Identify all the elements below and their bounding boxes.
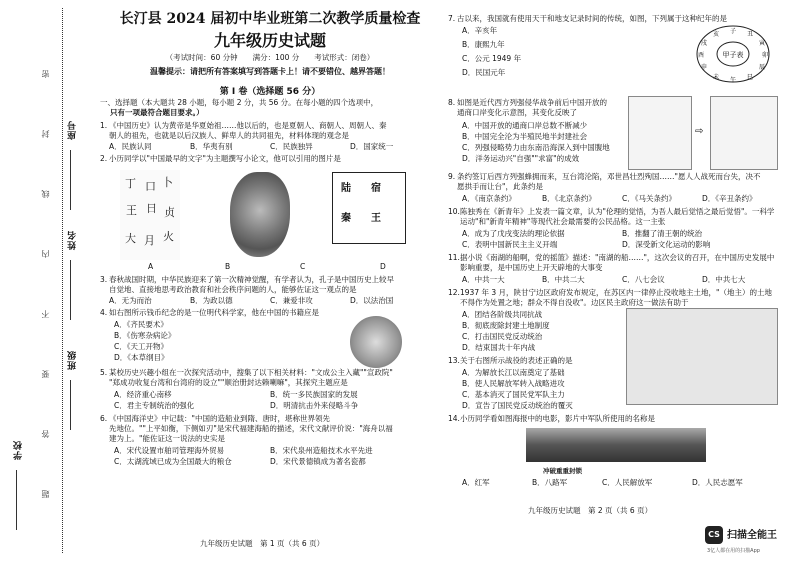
option: B．宋代泉州造船技术水平先进 [270, 446, 373, 455]
question-text: 愿拱手而让台"，此条约是 [457, 182, 543, 191]
option: D．结束国共十年内战 [462, 343, 536, 352]
option: A．为解放长江以南奠定了基础 [462, 368, 565, 377]
option: C．八七会议 [622, 275, 665, 284]
seal-word: 内 [41, 250, 50, 258]
option: B．使人民解放军转入战略进攻 [462, 379, 565, 388]
option: A．《齐民要术》 [114, 320, 168, 329]
option: D．国家统一 [350, 142, 394, 151]
page-footer: 九年级历史试题 第 1 页（共 6 页） [200, 539, 325, 548]
question-number: 9. [448, 172, 456, 181]
option: B．《伤寒杂病论》 [114, 331, 176, 340]
option: D．《辛丑条约》 [702, 194, 757, 203]
seat-label: 座号 [68, 120, 78, 140]
option: B．彻底废除封建土地制度 [462, 321, 550, 330]
poster-caption: 冲破重重封锁 [543, 467, 582, 475]
option-label: B [225, 262, 231, 271]
option: B．中国完全沦为半殖民地半封建社会 [462, 132, 588, 141]
question-number: 1. [100, 121, 108, 130]
option: C．公元 1949 年 [462, 54, 522, 63]
scanner-app-name: 扫描全能王 [727, 530, 777, 541]
option-label: A [148, 262, 154, 271]
question-number: 10. [448, 207, 460, 216]
question-text: 《中国历史》认为黄帝是华夏始祖……他以后的，也是夏朝人、商朝人、周朝人、秦 [109, 121, 387, 130]
left-column [100, 0, 440, 561]
question-text: 如右图所示钱币纪念的是一位明代科学家，他在中国的书籍应是 [109, 308, 319, 317]
seal-word: 线 [41, 190, 50, 198]
option: D．人民志愿军 [692, 478, 743, 487]
option: B．统一多民族国家的发展 [270, 390, 358, 399]
question-text: 不得作为处置之地；群众不得自没收"。边区民主政府这一做法有助于 [460, 298, 689, 307]
question-text: 陈独秀在《新青年》上发表一篇文章，认为"伦理的觉悟，为吾人最后觉悟之最后觉悟"。一科学 [460, 207, 775, 216]
option: D．深受新文化运动的影响 [622, 240, 711, 249]
seal-word: 题 [41, 490, 50, 498]
question-text: 自觉地、直接地思考政治教育和社会秩序问题的人，能够佐证这一观点的是 [109, 285, 357, 294]
sundial-label: 酉 [697, 52, 705, 59]
question-text: 古以来，我国就有使用天干和地支记录时间的传统，如图，下列属于这种纪年的是 [457, 14, 727, 23]
option-label: D [380, 262, 386, 271]
question-number: 2. [100, 154, 108, 163]
option: D．宣告了国民党反动统治的覆灭 [462, 401, 573, 410]
ganzhi-sundial-image [693, 22, 773, 86]
option: D．宋代景德镇成为著名瓷都 [270, 457, 366, 466]
seal-word: 不 [41, 310, 50, 318]
option: A．宋代设置市舶司管理海外贸易 [114, 446, 225, 455]
sundial-label: 巳 [746, 74, 754, 81]
binding-margin [0, 0, 95, 561]
sundial-label: 申 [700, 64, 708, 71]
question-number: 4. [100, 308, 108, 317]
option: A．无为而治 [109, 296, 152, 305]
option: B．华夷有别 [190, 142, 233, 151]
option: C．《马关条约》 [622, 194, 676, 203]
option: A．中共一大 [462, 275, 505, 284]
option: A．《南京条约》 [462, 194, 516, 203]
option: A．经济重心南移 [114, 390, 172, 399]
question-number: 12. [448, 288, 460, 297]
option: C．兼爱非攻 [270, 296, 313, 305]
option: A．辛亥年 [462, 26, 498, 35]
option: D．明清抗击外来侵略斗争 [270, 401, 359, 410]
question-text: 朝人的祖先，也就是以后汉族人、鲜卑人的共同祖先，材料体现的观念是 [109, 131, 349, 140]
seal-char: 王 [371, 213, 381, 224]
question-text: 据小说《南湖的船啊，党的摇篮》描述："南湖的船……"，这次会议的召开，在中国历史发展中 [460, 253, 775, 262]
page-footer: 九年级历史试题 第 2 页（共 6 页） [528, 506, 653, 515]
sundial-label: 午 [729, 77, 737, 84]
sundial-label: 辰 [758, 64, 766, 71]
seal-script-image [332, 172, 406, 244]
option: C．表明中国新民主主义开端 [462, 240, 558, 249]
option: C．基本消灭了国民党军队主力 [462, 390, 565, 399]
campaign-map-image [626, 308, 778, 405]
option: B．八路军 [532, 478, 568, 487]
warm-notice: 温馨提示：请把所有答案填写到答题卡上！请不要错位、越界答题！ [150, 67, 390, 76]
option: D．洋务运动兴"自强""求富"的成效 [462, 154, 580, 163]
option: D．《本草纲目》 [114, 353, 169, 362]
question-text: 如图是近代西方列强侵华战争前后中国开放的 [457, 98, 607, 107]
question-text: 运动"和"新青年精神"等现代社会最需要的公民品格。这一主张 [460, 217, 666, 226]
treaty-ports-map-after [710, 96, 778, 170]
movie-poster-image [526, 428, 706, 462]
camscanner-logo-icon: CS [705, 526, 723, 544]
exam-info: （考试时间：60 分钟 满分：100 分 考试形式：闭卷） [165, 53, 375, 62]
option: A．团结各阶级共同抗战 [462, 310, 543, 319]
school-underline [16, 470, 17, 530]
arrow-icon: ⇨ [695, 126, 704, 137]
option-label: C [300, 262, 306, 271]
commemorative-coin-image [350, 316, 402, 368]
question-text: 小历同学以"中国最早的文字"为主题撰写小论文，他可以引用的图片是 [109, 154, 341, 163]
sundial-label: 丑 [746, 31, 754, 38]
question-number: 5. [100, 368, 108, 377]
question-text: 通商口岸变化示意图，其变化反映了 [457, 108, 577, 117]
name-label: 姓名 [68, 230, 78, 250]
seal-char: 宿 [371, 183, 381, 194]
class-label: 班级 [68, 350, 78, 370]
question-text: 先地位。""上平如衡，下侧如刃"是宋代福建海船的描述，宋代文献评价说："海舟以福 [109, 424, 393, 433]
question-text: 建为上。"能佐证这一说法的史实是 [109, 434, 225, 443]
part-title: 第 I 卷（选择题 56 分） [219, 87, 321, 97]
right-column [448, 0, 788, 561]
sundial-label: 未 [712, 74, 720, 81]
question-number: 14. [448, 414, 460, 423]
option: B．中共二大 [542, 275, 585, 284]
option: C．列强侵略势力由东南沿海深入到中国腹地 [462, 143, 610, 152]
question-number: 8. [448, 98, 456, 107]
seal-dotted-line [62, 8, 63, 553]
option: B．《北京条约》 [542, 194, 596, 203]
seal-word: 答 [41, 430, 50, 438]
section-intro: 一、选择题（本大题共 28 小题，每小题 2 分，共 56 分。在每小题的四个选项中， [100, 98, 379, 107]
sundial-label: 亥 [712, 31, 720, 38]
sundial-label: 卯 [761, 52, 769, 59]
option: D．中共七大 [702, 275, 746, 284]
seal-word: 封 [41, 130, 50, 138]
question-number: 7. [448, 14, 456, 23]
sundial-label: 寅 [758, 40, 766, 47]
stone-rubbing-image [230, 172, 290, 257]
option: B．为政以德 [190, 296, 233, 305]
question-text: 关于右图所示战役的表述正确的是 [460, 356, 573, 365]
question-text: 影响重要，是中国历史上开天辟地的大事变 [460, 263, 603, 272]
option: C．打击国民党反动统治 [462, 332, 543, 341]
section-intro: 只有一项最符合题目要求。） [110, 108, 204, 117]
seal-word: 密 [41, 70, 50, 78]
seat-underline [70, 150, 71, 210]
sundial-label: 戌 [700, 40, 708, 47]
option: C．人民解放军 [602, 478, 653, 487]
option: C．民族独异 [270, 142, 313, 151]
option: A．中国开放的通商口岸总数不断减少 [462, 121, 588, 130]
sundial-label: 子 [729, 28, 737, 35]
oracle-bone-image: 丁 口 卜 王 日 贞 大 月 火 [120, 170, 180, 260]
question-number: 6. [100, 414, 108, 423]
option: C．《天工开物》 [114, 342, 168, 351]
class-underline [70, 380, 71, 430]
option: B．推翻了清王朝的统治 [622, 229, 703, 238]
option: C．太湖流域已成为全国最大的粮仓 [114, 457, 232, 466]
question-text: 小历同学看如图海报中的电影，影片中军队所使用的名称是 [460, 414, 655, 423]
treaty-ports-map-before [628, 96, 692, 170]
exam-title: 长汀县 2024 届初中毕业班第二次教学质量检查 [119, 11, 421, 27]
option: D．民国元年 [462, 68, 506, 77]
option: A．民族认同 [109, 142, 152, 151]
name-underline [70, 260, 71, 320]
question-number: 3. [100, 275, 108, 284]
scanner-tagline: 3亿人都在用的扫描App [707, 548, 760, 554]
school-label: 学校 [14, 440, 24, 460]
question-number: 13. [448, 356, 460, 365]
question-text: 1937 年 3 月，陕甘宁边区政府发布规定，在苏区内一律停止没收地主土地，"（地主）的土地 [460, 288, 772, 297]
option: D．以法治国 [350, 296, 394, 305]
question-text: 某校历史兴趣小组在一次探究活动中，搜集了以下相关材料："文成公主入藏""宣政院" [109, 368, 393, 377]
question-text: 条约签订后西方列强蜂拥而来，互台湾沦陷，邓世昌壮烈殉国……"愿人人战死而台失，决不 [457, 172, 761, 181]
subject-title: 九年级历史试题 [213, 31, 326, 50]
option: A．成为了戊戌变法的理论依据 [462, 229, 565, 238]
question-text: 《中国海洋史》中记载："中国的造船业到隋、唐时，堪称世界领先 [109, 414, 330, 423]
option: B．康熙九年 [462, 40, 505, 49]
seal-char: 秦 [341, 213, 351, 224]
option: C．君主专制统治的强化 [114, 401, 195, 410]
sundial-center: 甲子表 [722, 51, 744, 59]
seal-char: 陆 [341, 183, 351, 194]
seal-word: 要 [41, 370, 50, 378]
option: A．红军 [462, 478, 490, 487]
question-number: 11. [448, 253, 460, 262]
question-text: "郑成功收复台湾和台湾府的设立""顺治册封达赖喇嘛"，其探究主题应是 [109, 378, 348, 387]
question-text: 春秋战国时期，中华民族迎来了第一次精神觉醒，有学者认为，孔子是中国历史上较早 [109, 275, 394, 284]
